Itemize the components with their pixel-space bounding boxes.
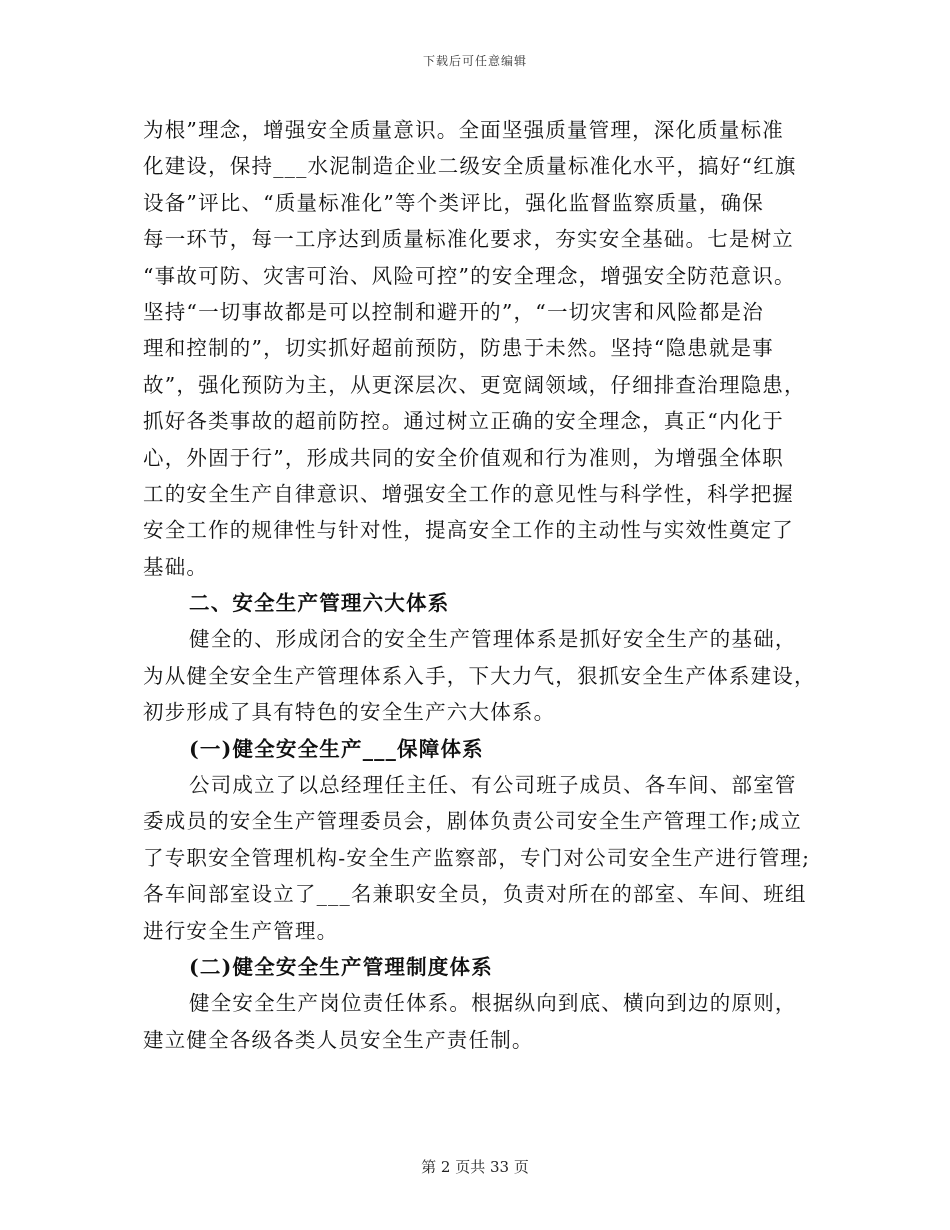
text-line: 每一环节，每一工序达到质量标准化要求，夯实安全基础。七是树立 [143,227,794,252]
text-line: 基础。 [143,554,209,579]
text-line: 理和控制的”，切实抓好超前预防，防患于未然。坚持“隐患就是事 [143,336,774,361]
text-line: 为根”理念，增强安全质量意识。全面坚强质量管理，深化质量标准 [143,118,784,142]
document-body [143,112,816,1058]
text-line: 健全安全生产岗位责任体系。根据纵向到底、横向到边的原则， [189,991,797,1016]
text-line: 了专职安全管理机构-安全生产监察部，专门对公司安全生产进行管理; [143,845,811,870]
text-line: 安全工作的规律性与针对性，提高安全工作的主动性与实效性奠定了 [143,518,794,543]
paragraph-1 [143,112,811,585]
text-line: 工的安全生产自律意识、增强安全工作的意见性与科学性，科学把握 [143,481,794,506]
subsection-heading-2: (二)健全安全生产管理制度体系 [189,954,493,979]
subsection-heading-1: (一)健全安全生产___保障体系 [189,736,484,761]
text-line: 进行安全生产管理。 [143,918,339,943]
text-line: 为从健全安全生产管理体系入手，下大力气，狠抓安全生产体系建设， [143,663,816,688]
text-line: 故”，强化预防为主，从更深层次、更宽阔领域，仔细排查治理隐患， [143,372,806,397]
page-header: 下载后可任意编辑 [422,54,527,68]
section-heading-2: 二、安全生产管理六大体系 [189,591,450,616]
text-line: 心，外固于行”，形成共同的安全价值观和行为准则，为增强全体职 [143,445,784,470]
text-line: 设备”评比、“质量标准化”等个类评比，强化监督监察质量，确保 [143,190,764,215]
text-line: 各车间部室设立了___名兼职安全员，负责对所在的部室、车间、班组 [143,882,807,907]
text-line: 健全的、形成闭合的安全生产管理体系是抓好安全生产的基础， [189,627,797,652]
text-line: 抓好各类事故的超前防控。通过树立正确的安全理念，真正“内化于 [143,409,784,434]
text-line: 初步形成了具有特色的安全生产六大体系。 [143,700,556,725]
text-line: 化建设，保持___水泥制造企业二级安全质量标准化水平，搞好“红旗 [143,154,797,179]
text-line: “事故可防、灾害可治、风险可控”的安全理念，增强安全防范意识。 [143,263,796,288]
text-line: 公司成立了以总经理任主任、有公司班子成员、各车间、部室管 [189,773,797,798]
text-line: 建立健全各级各类人员安全生产责任制。 [143,1027,534,1052]
paragraph-2 [143,621,816,730]
text-line: 委成员的安全生产管理委员会，剧体负责公司安全生产管理工作;成立 [143,809,803,834]
paragraph-3 [143,767,811,949]
paragraph-4 [143,985,811,1058]
text-line: 坚持“一切事故都是可以控制和避开的”，“一切灾害和风险都是治 [143,299,764,324]
page-footer: 第 2 页共 33 页 [421,1158,529,1176]
